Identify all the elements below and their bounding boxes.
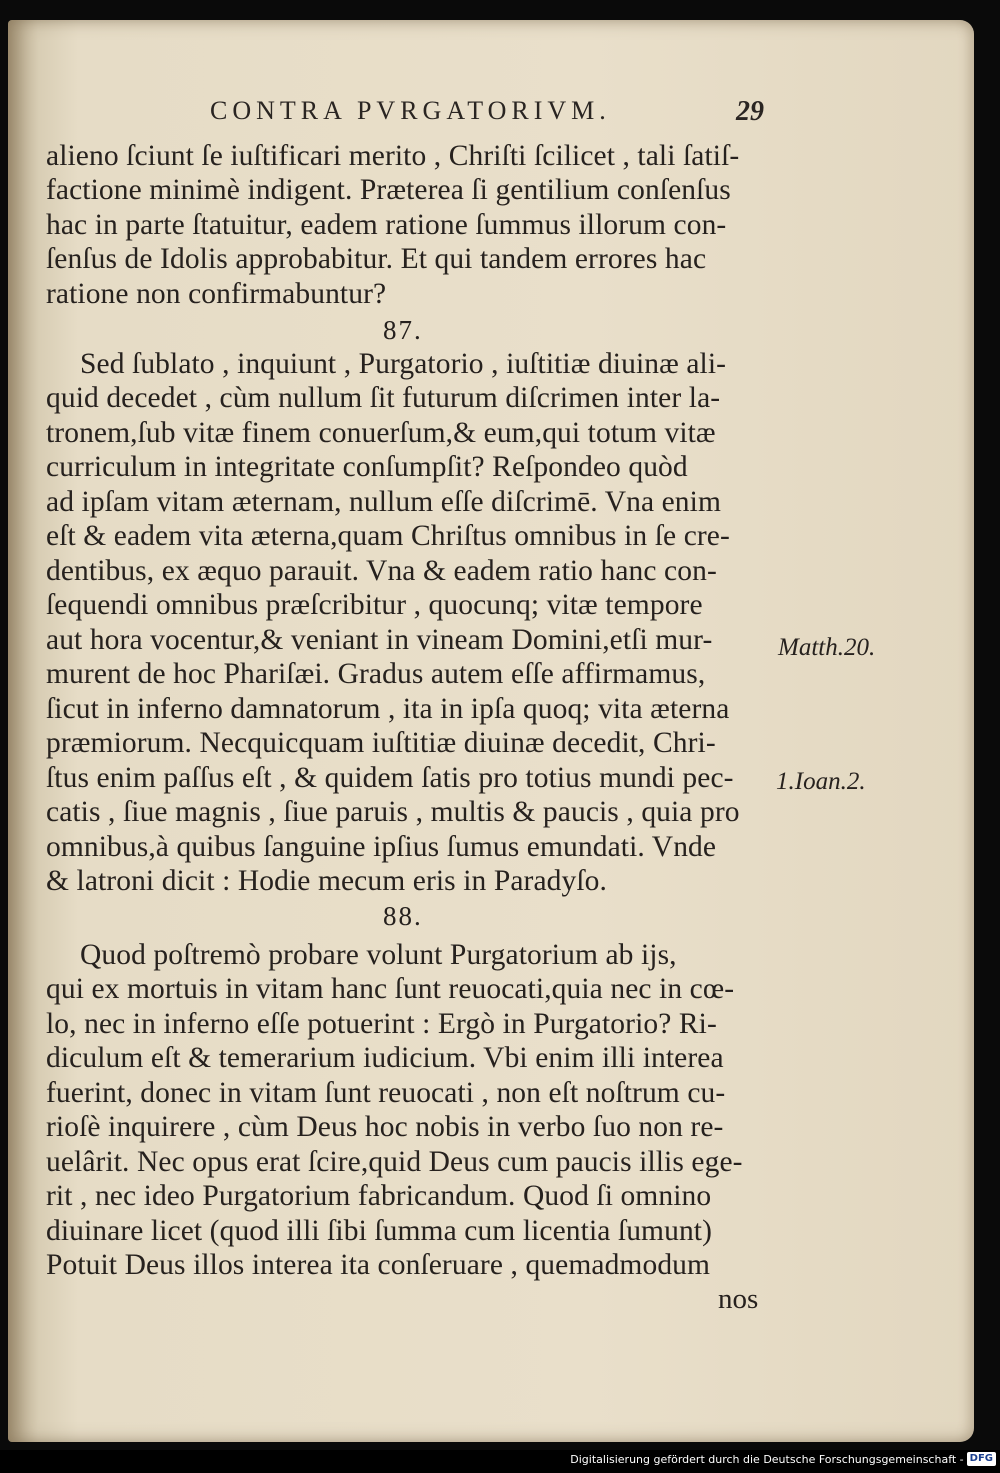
catchword: nos (718, 1283, 759, 1315)
text-line: uelârit. Nec opus erat ſcire,quid Deus cum paucis illis ege- (46, 1146, 743, 1178)
text-line: catis , ſiue magnis , ſiue paruis , multis & paucis , quia pro (46, 796, 740, 828)
text-line: hac in parte ſtatuitur, eadem ratione ſummus illorum con- (46, 209, 727, 241)
page-number: 29 (736, 96, 764, 127)
text-line: quid decedet , cùm nullum ſit futurum diſcrimen inter la- (46, 382, 721, 414)
text-line: tronem,ſub vitæ finem conuerſum,& eum,qui totum vitæ (46, 417, 716, 449)
text-line: murent de hoc Phariſæi. Gradus autem eſſe affirmamus, (46, 658, 706, 690)
text-line: ſequendi omnibus præſcribitur , quocunq; vitæ tempore (46, 589, 703, 621)
text-line: ſtus enim paſſus eſt , & quidem ſatis pro totius mundi pec- (46, 762, 734, 794)
running-head: CONTRA PVRGATORIVM. (210, 96, 611, 125)
text-line: dentibus, ex æquo parauit. Vna & eadem ratio hanc con- (46, 555, 717, 587)
text-line: alieno ſciunt ſe iuſtificari merito , Chriſti ſcilicet , tali ſatiſ- (46, 140, 740, 172)
text-line: factione minimè indigent. Præterea ſi gentilium conſenſus (46, 174, 731, 206)
digitization-credit (570, 1452, 996, 1466)
section-number: 87. (383, 315, 423, 345)
text-line: ratione non confirmabuntur? (46, 278, 387, 310)
text-line: curriculum in integritate conſumpſit? Reſpondeo quòd (46, 451, 688, 483)
credit-text: Digitalisierung gefördert durch die Deutsche Forschungsgemeinschaft - (570, 1452, 964, 1466)
dfg-logo: DFG (967, 1452, 996, 1466)
text-line: diuinare licet (quod illi ſibi ſumma cum licentia ſumunt) (46, 1215, 713, 1247)
text-line: ſicut in inferno damnatorum , ita in ipſa quoq; vita æterna (46, 693, 730, 725)
text-line: ſenſus de Idolis approbabitur. Et qui tandem errores hac (46, 243, 707, 275)
text-line: Sed ſublato , inquiunt , Purgatorio , iuſtitiæ diuinæ ali- (80, 348, 727, 380)
text-line: rit , nec ideo Purgatorium fabricandum. Quod ſi omnino (46, 1180, 712, 1212)
text-line: eſt & eadem vita æterna,quam Chriſtus omnibus in ſe cre- (46, 520, 730, 552)
text-line: Quod poſtremò probare volunt Purgatorium ab ijs, (80, 939, 677, 971)
text-line: qui ex mortuis in vitam hanc ſunt reuocati,quia nec in cœ- (46, 973, 735, 1005)
text-line: fuerint, donec in vitam ſunt reuocati , non eſt noſtrum cu- (46, 1077, 726, 1109)
text-line: ad ipſam vitam æternam, nullum eſſe diſcrimē. Vna enim (46, 486, 721, 518)
text-line: omnibus,à quibus ſanguine ipſius ſumus emundati. Vnde (46, 831, 717, 863)
text-line: Potuit Deus illos interea ita conſeruare , quemadmodum (46, 1249, 711, 1281)
text-line: aut hora vocentur,& veniant in vineam Domini,etſi mur- (46, 624, 713, 656)
section-number: 88. (383, 901, 423, 931)
text-line: lo, nec in inferno eſſe potuerint : Ergò in Purgatorio? Ri- (46, 1008, 717, 1040)
text-line: præmiorum. Necquicquam iuſtitiæ diuinæ decedit, Chri- (46, 727, 716, 759)
marginal-note: Matth.20. (778, 634, 876, 661)
text-line: rioſè inquirere , cùm Deus hoc nobis in verbo ſuo non re- (46, 1111, 724, 1143)
marginal-note: 1.Ioan.2. (776, 768, 866, 795)
text-line: & latroni dicit : Hodie mecum eris in Paradyſo. (46, 865, 607, 897)
text-line: diculum eſt & temerarium iudicium. Vbi enim illi interea (46, 1042, 724, 1074)
